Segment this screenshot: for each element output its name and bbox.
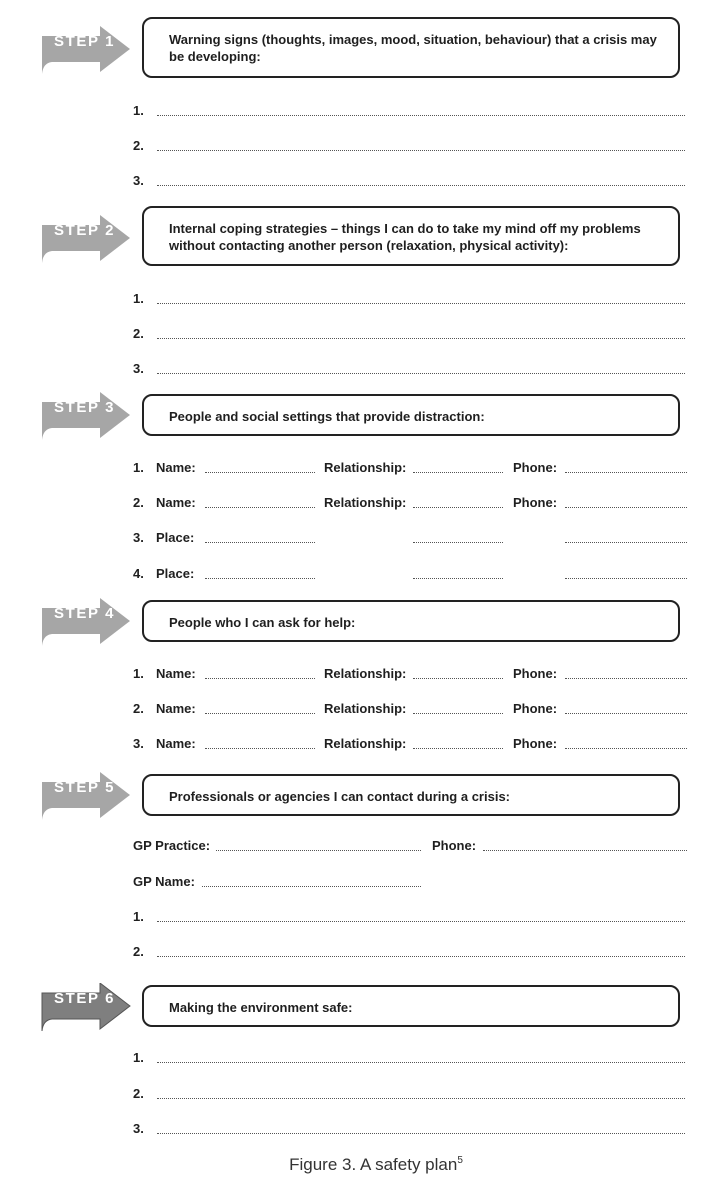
gp-practice-row <box>0 838 720 858</box>
place-line[interactable] <box>413 578 503 579</box>
gp-practice-label: GP Practice: <box>133 838 211 853</box>
row-number: 2. <box>133 138 144 153</box>
row-number: 1. <box>133 460 144 475</box>
name-label: Name: <box>156 701 196 716</box>
row-number: 2. <box>133 1086 144 1101</box>
name-line[interactable] <box>205 472 315 473</box>
step-badge-label: STEP 3 <box>54 399 116 416</box>
row-number: 3. <box>133 736 144 751</box>
row-number: 3. <box>133 361 144 376</box>
step-badge <box>40 392 134 442</box>
entry-row <box>0 909 720 929</box>
caption-text: Figure 3. A safety plan <box>289 1155 458 1174</box>
write-line[interactable] <box>157 921 685 922</box>
name-line[interactable] <box>205 507 315 508</box>
name-label: Name: <box>156 495 196 510</box>
write-line[interactable] <box>157 303 685 304</box>
entry-row <box>0 1121 720 1141</box>
gp-name-row <box>0 874 720 894</box>
phone-label: Phone: <box>513 701 558 716</box>
phone-line[interactable] <box>565 748 687 749</box>
place-line[interactable] <box>413 542 503 543</box>
relationship-label: Relationship: <box>324 460 407 475</box>
phone-line[interactable] <box>565 472 687 473</box>
step-heading: Professionals or agencies I can contact during a crisis: <box>169 789 511 804</box>
write-line[interactable] <box>157 1133 685 1134</box>
write-line[interactable] <box>157 338 685 339</box>
step-heading-box <box>142 985 680 1027</box>
step-heading: Making the environment safe: <box>169 1000 353 1015</box>
relationship-label: Relationship: <box>324 736 407 751</box>
step-heading: Internal coping strategies – things I can do to take my mind off my problems without contacting another person (relaxation, physical activity): <box>169 221 641 253</box>
name-label: Name: <box>156 460 196 475</box>
phone-label: Phone: <box>513 666 558 681</box>
row-number: 2. <box>133 701 144 716</box>
step-badge <box>40 772 134 822</box>
step-badge-label: STEP 4 <box>54 605 116 622</box>
contact-row <box>0 666 720 686</box>
step-badge-label: STEP 2 <box>54 222 116 239</box>
entry-row <box>0 103 720 123</box>
phone-label: Phone: <box>432 838 477 853</box>
phone-line[interactable] <box>483 850 687 851</box>
relationship-line[interactable] <box>413 748 503 749</box>
write-line[interactable] <box>157 1098 685 1099</box>
row-number: 1. <box>133 666 144 681</box>
phone-line[interactable] <box>565 678 687 679</box>
step-badge <box>40 983 134 1033</box>
relationship-line[interactable] <box>413 678 503 679</box>
step-heading: People and social settings that provide distraction: <box>169 409 485 424</box>
entry-row <box>0 944 720 964</box>
row-number: 3. <box>133 173 144 188</box>
step-badge-label: STEP 5 <box>54 779 116 796</box>
phone-label: Phone: <box>513 736 558 751</box>
contact-row <box>0 736 720 756</box>
row-number: 2. <box>133 326 144 341</box>
row-number: 1. <box>133 291 144 306</box>
phone-line[interactable] <box>565 507 687 508</box>
step-badge-label: STEP 1 <box>54 33 116 50</box>
row-number: 1. <box>133 909 144 924</box>
gp-practice-line[interactable] <box>216 850 421 851</box>
place-label: Place: <box>156 530 195 545</box>
step-heading-box <box>142 17 680 78</box>
write-line[interactable] <box>157 1062 685 1063</box>
phone-label: Phone: <box>513 460 558 475</box>
step-badge <box>40 26 134 76</box>
step-badge <box>40 215 134 265</box>
entry-row <box>0 1050 720 1070</box>
step-heading-box <box>142 394 680 436</box>
write-line[interactable] <box>157 150 685 151</box>
relationship-label: Relationship: <box>324 666 407 681</box>
step-badge <box>40 598 134 648</box>
row-number: 2. <box>133 944 144 959</box>
name-label: Name: <box>156 666 196 681</box>
entry-row <box>0 326 720 346</box>
caption-reference: 5 <box>457 1155 463 1166</box>
contact-row <box>0 701 720 721</box>
figure-caption <box>0 1150 720 1176</box>
step-heading-box <box>142 774 680 816</box>
entry-row <box>0 361 720 381</box>
relationship-line[interactable] <box>413 713 503 714</box>
write-line[interactable] <box>157 115 685 116</box>
relationship-label: Relationship: <box>324 495 407 510</box>
gp-name-label: GP Name: <box>133 874 195 889</box>
row-number: 3. <box>133 1121 144 1136</box>
row-number: 4. <box>133 566 144 581</box>
place-row <box>0 566 720 586</box>
name-line[interactable] <box>205 678 315 679</box>
relationship-line[interactable] <box>413 472 503 473</box>
row-number: 3. <box>133 530 144 545</box>
row-number: 1. <box>133 103 144 118</box>
relationship-label: Relationship: <box>324 701 407 716</box>
phone-line[interactable] <box>565 713 687 714</box>
write-line[interactable] <box>157 956 685 957</box>
name-line[interactable] <box>205 748 315 749</box>
place-row <box>0 530 720 550</box>
row-number: 1. <box>133 1050 144 1065</box>
place-line[interactable] <box>205 578 315 579</box>
step-heading: People who I can ask for help: <box>169 615 356 630</box>
place-line[interactable] <box>205 542 315 543</box>
phone-label: Phone: <box>513 495 558 510</box>
entry-row <box>0 138 720 158</box>
contact-row <box>0 460 720 480</box>
place-label: Place: <box>156 566 195 581</box>
write-line[interactable] <box>157 373 685 374</box>
contact-row <box>0 495 720 515</box>
row-number: 2. <box>133 495 144 510</box>
name-label: Name: <box>156 736 196 751</box>
place-line[interactable] <box>565 542 687 543</box>
relationship-line[interactable] <box>413 507 503 508</box>
step-heading-box <box>142 600 680 642</box>
place-line[interactable] <box>565 578 687 579</box>
entry-row <box>0 1086 720 1106</box>
write-line[interactable] <box>157 185 685 186</box>
step-heading: Warning signs (thoughts, images, mood, situation, behaviour) that a crisis may be developing: <box>169 32 657 64</box>
step-badge-label: STEP 6 <box>54 990 116 1007</box>
gp-name-line[interactable] <box>202 886 421 887</box>
step-heading-box <box>142 206 680 266</box>
name-line[interactable] <box>205 713 315 714</box>
entry-row <box>0 173 720 193</box>
entry-row <box>0 291 720 311</box>
